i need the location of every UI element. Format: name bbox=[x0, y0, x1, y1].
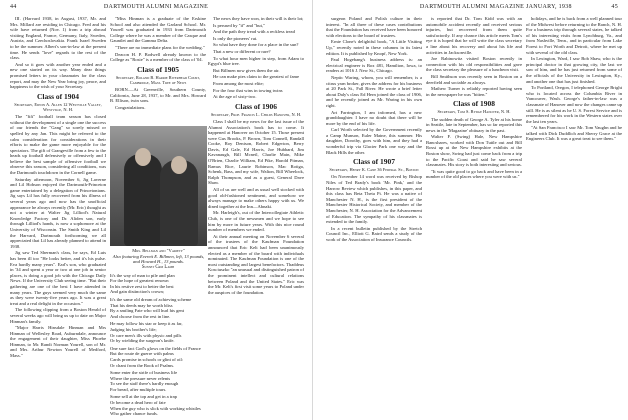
paragraph: Art Farrington, I am informed, has a new granddaughter. I have no doubt that there will be more by the end of his life. bbox=[326, 109, 422, 126]
paragraph: III. (Harvard 1938, in August, 1937, Mr. and Mrs. Millard are residing in Chicago. Fred and his wife have returned (Nov. 1) from a trip abroad visiting England, France, Germany, Italy, Sweden, Austria, and Czechoslovakia. Frank Israel Sweden to be the summer. Albert's son-in-law at the present time. He sends "love" regards to the rest of the class. bbox=[10, 16, 106, 61]
class-heading: Class of 1908 bbox=[452, 99, 496, 109]
poem-line: Judging his brother's life; bbox=[110, 326, 157, 332]
paragraph: Neptic Waring, whom, you will remember, is a citrus yarn broker, gives the address for his business at 20 Park St., Fall River. He wrote a brief letter about Daly's class Ed Hern joined the class of 1906, and he recently joined as Mr. Waring in his own right. bbox=[326, 74, 422, 108]
magazine-title: DARTMOUTH ALUMNI MAGAZINE bbox=[103, 4, 209, 10]
poem-stanza bbox=[110, 346, 206, 368]
class-heading: Class of 1906 bbox=[234, 101, 278, 111]
paragraph: is reported that Dr. Tom Kidd was with an automobile accident recently and received serious injuries, but recovered from them quite satisfactorily. If any chance this article meets Tom's eye it is hoped that he will write the class secretary a line about his recovery and about his life and activities in Jacksonville. bbox=[426, 16, 522, 55]
poem-line: Some enter the strife of business life bbox=[110, 370, 178, 376]
paragraph: Jig saw Ted Sherman's class, he says, Ed Luts has been ill too "He looks better, and it's his pulse. Eva hardly many years". Earl's son, who graduated in '34 and spent a year or two at one job in senior places, is doing a good job with the Chicago Daily News. If the University Club seeing time. "But their gathering are one of the best I have attended in many years. The guys seemed very much the same as they were twenty-five years ago. It was a great treat and a real delight in the occasion." bbox=[10, 250, 106, 306]
poem-stanza bbox=[110, 394, 206, 416]
paragraph: "Miss Hinman is a graduate of the Erskine School and also attended the Garland School. Mr. Yourell was graduated in 1933 from Dartmouth College where he was a member of the Casque and Gauntlet and the Gamma Delta. bbox=[110, 16, 206, 44]
column-3 bbox=[208, 16, 304, 416]
poem-title: Sunset Crm Lamb bbox=[141, 265, 175, 270]
poem bbox=[110, 273, 206, 416]
paragraph: All of us are well and as usual well stocked with good old-fashioned sentiment, and somehow we always manage to make others happy with us. We dined together at the Inn—Abnaki. bbox=[208, 187, 304, 209]
class-secretary: Secretary, Tom S. Rydge Hanover, N. H. bbox=[437, 109, 511, 115]
paragraph: The following clipping from a Boston Herald of several weeks ago will bring us up to date on Major Hinman's family. bbox=[10, 307, 106, 324]
paragraph: The news they have won, in their will is their lot; bbox=[213, 16, 304, 21]
poem-stanza bbox=[110, 297, 206, 319]
poem-line: For the hope of greatest renown bbox=[110, 278, 169, 284]
poem-line: In his restive zest to better the best bbox=[110, 283, 174, 289]
poem-line: And gain distinction's crown; bbox=[110, 289, 165, 295]
paragraph: Is only the pioneers' rut. bbox=[213, 35, 258, 41]
photo-face bbox=[171, 156, 187, 174]
poem-line: Or by wielding the surgeon's knife. bbox=[110, 338, 175, 344]
poem-line: Or become a dead hero of fate bbox=[110, 400, 166, 406]
poem-line: By a smiling Fate who will hurl his gent bbox=[110, 308, 185, 314]
paragraph: The sudden death of George A. Tyler at his home in Seattle, late in September, has so far reported this news in the 'Magazine' obituary in the past. bbox=[426, 116, 522, 133]
paragraph: From among the most elite; bbox=[213, 80, 264, 86]
paragraph: To what hour men higher in step, from Adam to Egypt's blue tree. bbox=[208, 55, 304, 67]
column-2 bbox=[110, 16, 206, 124]
poem-line: He may follow his star or keep it as far, bbox=[110, 321, 183, 327]
magazine-title: DARTMOUTH ALUMNI MAGAZINE bbox=[419, 4, 525, 10]
poem-stanza bbox=[110, 273, 206, 295]
paragraph: BORN.—At Greenville, Southern County, California, June 28, 1937, to Mr. and Mrs. Howard B. Ellison, twin sons. bbox=[110, 87, 206, 104]
paragraph: So what have they done for a place in the sun? bbox=[213, 42, 299, 48]
paragraph: To Portland, Oregon, I telephoned George Bright who is located across the Columbia River in Vancouver, Wash. George's father-in-law was a classmate of Hanover and now the changes came up still. He is as silent as he U. S. Forest Service and is remembered for his work in the Western states over the last ten years. bbox=[526, 85, 622, 124]
paragraph: For the four that wins in towing twins bbox=[213, 87, 283, 93]
poem-line: But the route de guerre with palms bbox=[110, 351, 174, 357]
page-number: 44 bbox=[10, 4, 17, 10]
poem-line: One sure fact God's glows on the fields of France bbox=[110, 345, 201, 351]
class-heading: Class of 1904 bbox=[36, 91, 80, 101]
poem-column bbox=[110, 262, 206, 416]
poem-line: Cards promise in schools or glint of oil: bbox=[110, 356, 184, 362]
paragraph: Mathew Turner is reliably reported having seen in the newspaper he was "bitten." bbox=[426, 86, 522, 97]
poem-line: When the guy who is slick with working whistles bbox=[110, 405, 201, 411]
poem-line: To see the staff there's hardly enough bbox=[110, 381, 179, 387]
family-photo bbox=[110, 126, 207, 246]
photo-figure bbox=[124, 154, 162, 246]
paragraph: Congratulations. bbox=[115, 104, 146, 110]
poem-line: For bread, after multiple tours. bbox=[110, 386, 167, 392]
paragraph: But Billmen now gives them the air. bbox=[213, 67, 280, 73]
paragraph: Ernie Clone's delightful book, "A Little Visiting Up," recently noted in these columns in its latest edition. It is published by Knopf, New York. bbox=[326, 39, 422, 56]
paragraph: Is perused by "if" and "but," bbox=[213, 22, 265, 28]
class-secretary: Secretary, Henry K. Cane 36 Federal St., Boston bbox=[329, 167, 419, 173]
poem-line: Who gather chance funds. bbox=[110, 411, 158, 416]
paragraph: Paul Hogebang's business address is: an electrical engineer is Box 481, Hamilton, Iowa, to readers at 1016 J. New St., Chicago. bbox=[326, 57, 422, 74]
paragraph: Walter F. (Swing) Hale, New Hampshire Bancshares, worked with Don Tuttle out and Bill Rossi up at the New Hampshire exhibits at the Boston show, Swing had just come back from a trip to the Pacific Coast and said he saw several classmates. His story is both interesting and serious. bbox=[426, 134, 522, 168]
left-page bbox=[0, 0, 313, 420]
column-1 bbox=[10, 16, 106, 416]
paragraph: At the age of sixty-two. bbox=[213, 94, 257, 100]
poem-line: And choose from the rest in line. bbox=[110, 313, 171, 319]
column-2 bbox=[426, 16, 522, 416]
class-heading: Class of 1905 bbox=[136, 64, 180, 74]
class-secretary: Secretary, Edwin A. Allen 12 Westville Valley, Westville, N. H. bbox=[14, 101, 102, 112]
class-secretary: Secretary, Roland B. Harrie Riverhead Court, Cambridge, Mass. Tree of News bbox=[115, 74, 201, 85]
column-1 bbox=[326, 16, 422, 416]
poem-line: Or care men's ills with physic and pills bbox=[110, 332, 182, 338]
issue-date: JANUARY, 1938 bbox=[526, 4, 572, 10]
paragraph: holidays, and he is back from a well planned tour of the Midwest before returning to the Ranch, N. H. For a business trip through several states, he talked of his interesting visits from Lynchburg, Va., and from Nashville, Tenn., and in particular from Lake Forest to Fort Worth and Detroit, where he met up with several of the old class. bbox=[526, 16, 622, 55]
paragraph: Deacon H. P. Bodwell already known to the College as "Rosie" is a member of the class of '04. bbox=[110, 51, 206, 63]
paragraph: Mr. Harleigh's, out of the Intercollegiate Athletic Club, is one of the newsmen and we hope to see him by more in future years. With this nice round number of members we ended. bbox=[208, 210, 304, 233]
caption-title: Mrs. Bellman and "Variety" bbox=[132, 248, 185, 253]
caption-text: Also featuring Everett E. Billmen, left, 13 pounds, and Howard H., 13 pounds. bbox=[112, 253, 205, 265]
paragraph: He can make pies claim to the greatest of fame bbox=[213, 74, 300, 80]
paragraph: "It was quite good to go back and have been in a number of the old places where you were with us." bbox=[426, 168, 522, 180]
paragraph: Joe Rabinowitz visited Boston recently in connection with his old responsibilities and gave the class secretary the pleasure of a luncheon visit. bbox=[426, 56, 522, 73]
paragraph: "There are no immediate plans for the wedding." bbox=[115, 44, 205, 50]
running-head bbox=[10, 4, 302, 14]
class-secretary: Secretary, Prof. Francis L. Childs Hanover, N. H. bbox=[210, 111, 302, 117]
paragraph: At their annual meeting on November 6 several of the trustees of the Kaufman Foundation announced that Eric Kelt had been unanimously elected as a member of the board with individuals nominated. The Kaufman Foundation is one of the most outstanding and largest benefactors. Thaddeus Kosciuszko "an unusual and distinguished patron of the prominent intellect and cultural relations between Poland and the United States." Eric was the Mr. Kelt's first visit some years to Poland under the auspices of the foundation. bbox=[208, 233, 304, 295]
paragraph: In Lexington, Ward, I saw Bob Shaw, who is the principal doctor in that growing city, the last we saw of him, and he has just returned from some of the officials of the University in Lexington, Ky., and another one that has just finished. bbox=[526, 56, 622, 84]
right-page bbox=[316, 0, 628, 420]
paragraph: "Major Harris Hinsdale Hinman and Mrs Hinman of Wellesley Road, Auburndale, announce the engagement of their daughter, Miss Phoebe Hinman, to Mr. Randi Norman Yourell, son of Mr. and Mrs. Arthur Newton Yourell of Medford, Mass." bbox=[10, 325, 106, 359]
running-head bbox=[326, 4, 618, 14]
paragraph: "At San Francisco I saw Mr. Tom Vaughn and he talked with Dick Duddlich and Sherry Grace at the Engineers Club. It was a great treat to see them." bbox=[526, 125, 622, 142]
paragraph: Class I shall be my news for the last issue of the Alumni Association's book has to come. It happened at Hanover on October 15. Those present were Gus Brooks, P. Brown, Tom Connell, Randall Cooke, Roy Denison, Robert Edgerton, Berry Davis, Ed Gale, Ed Harris, Joe Hubbard, Jim Kavanaugh, Bill Mcneil, Charlie Main, Mike O'Brien, Charlie William, Ed Pike, Harold Pitman, Ramus Rice, Laurie Robinson, Mac Rotiga, Schenk, Bass, and my wife, Walton, Bill Wheelock, Ralph Thompson, and as a guest, General Dave Shaw. bbox=[208, 118, 304, 186]
page-number: 45 bbox=[611, 4, 618, 10]
paragraph: On November 14 word was received by Bishop Niles of Ted Brady's book 'Mr. Pink,' and the Harrow Review which publishes, in this paper, and this class has Beta Theta Pi. He was a native of Manchester N. H., is the first president of the Manchester Historical Society, and member of the Manchester, N. H. Association for the Advancement of Education. The sympathy of his classmates is extended to the family. bbox=[326, 174, 422, 225]
column-3 bbox=[526, 16, 622, 416]
poem-line: It's the same old dream of achieving scheme bbox=[110, 296, 192, 302]
paragraph: Saturday afternoon, November 6, Jig Laverne and Lil Hobson enjoyed the Dartmouth-Princeton game entertained by a delegation of Princetonians. Jig says Lil has fully recovered from his illness of several years ago and now has the unofficial appearance he always recently (Mr. Eric) thought as not a winter at Walter Jig Lilliod's Natural Knowledge Factory and Dr. Aliden son, early through Lilliod's hands, is now a sophomore at the University of Wisconsin. The Smith King and Lil the Harvard, Dartmouth forthcoming we all appreciated that Lil has already planned to attend in 1938. bbox=[10, 176, 106, 249]
paragraph: And so it goes with another year ended and a new one started on its way. Many dear things promised letters in your classmates for the class report, and may the New Year bring joy, peace, and happiness to the wish of your Secretary. bbox=[10, 61, 106, 90]
poem-stanza bbox=[110, 321, 206, 343]
poem-line: Or chant from the Book of Psalms. bbox=[110, 362, 175, 368]
paragraph: surgeon Poland and Polish culture in their interest. "In all three of these cases contributions that the Foundation has received have been honored with elections to the board of trustees. bbox=[326, 16, 422, 38]
photo-face bbox=[135, 148, 151, 166]
poem-stanza bbox=[110, 370, 206, 392]
paragraph: Carl Worth selected by the Government recently a Camp Munson, Euler Maine, this summer. His daughter, Dorothy, goes with him, and they had a wonderful trip via Glacier Park one way and the Black Hills the other. bbox=[326, 127, 422, 155]
poem-line: It's the way of man to pile and plan bbox=[110, 272, 175, 278]
poem-line: Where the pressure never relents bbox=[110, 375, 171, 381]
paragraph: The "fifi" football team season has closed without the development of a single one the success of our friends the "Gang" so sorely missed or spelled by any Jan. This might be referred to the calm consideration for considerations in their efforts to make the game more enjoyable for the spectators. The gift of Grangeville from a few to the heads up football defensively or offensively and I believe the best sample of offensive football we observe this season, considering all conditions, was the Dartmouth touchdown in the Cornell game. bbox=[10, 114, 106, 176]
poem-line: Some sell at the top and get in a trap bbox=[110, 394, 177, 400]
class-heading: Class of 1907 bbox=[352, 157, 396, 167]
paragraph: And the path they tread with a reckless tread bbox=[213, 29, 295, 35]
paragraph: Bill Smithson was recently seen in Boston on a deerfield and sociable as always. bbox=[426, 73, 522, 85]
poem-line: That his deeds may be worth bliss bbox=[110, 302, 173, 308]
paragraph: That a new or different or rare? bbox=[213, 48, 271, 54]
paragraph: In a recent bulletin published by the Stretch Council Inc., Elliott G. Baird sends a study of the work of the Association of Insurance Councils. bbox=[326, 225, 422, 242]
